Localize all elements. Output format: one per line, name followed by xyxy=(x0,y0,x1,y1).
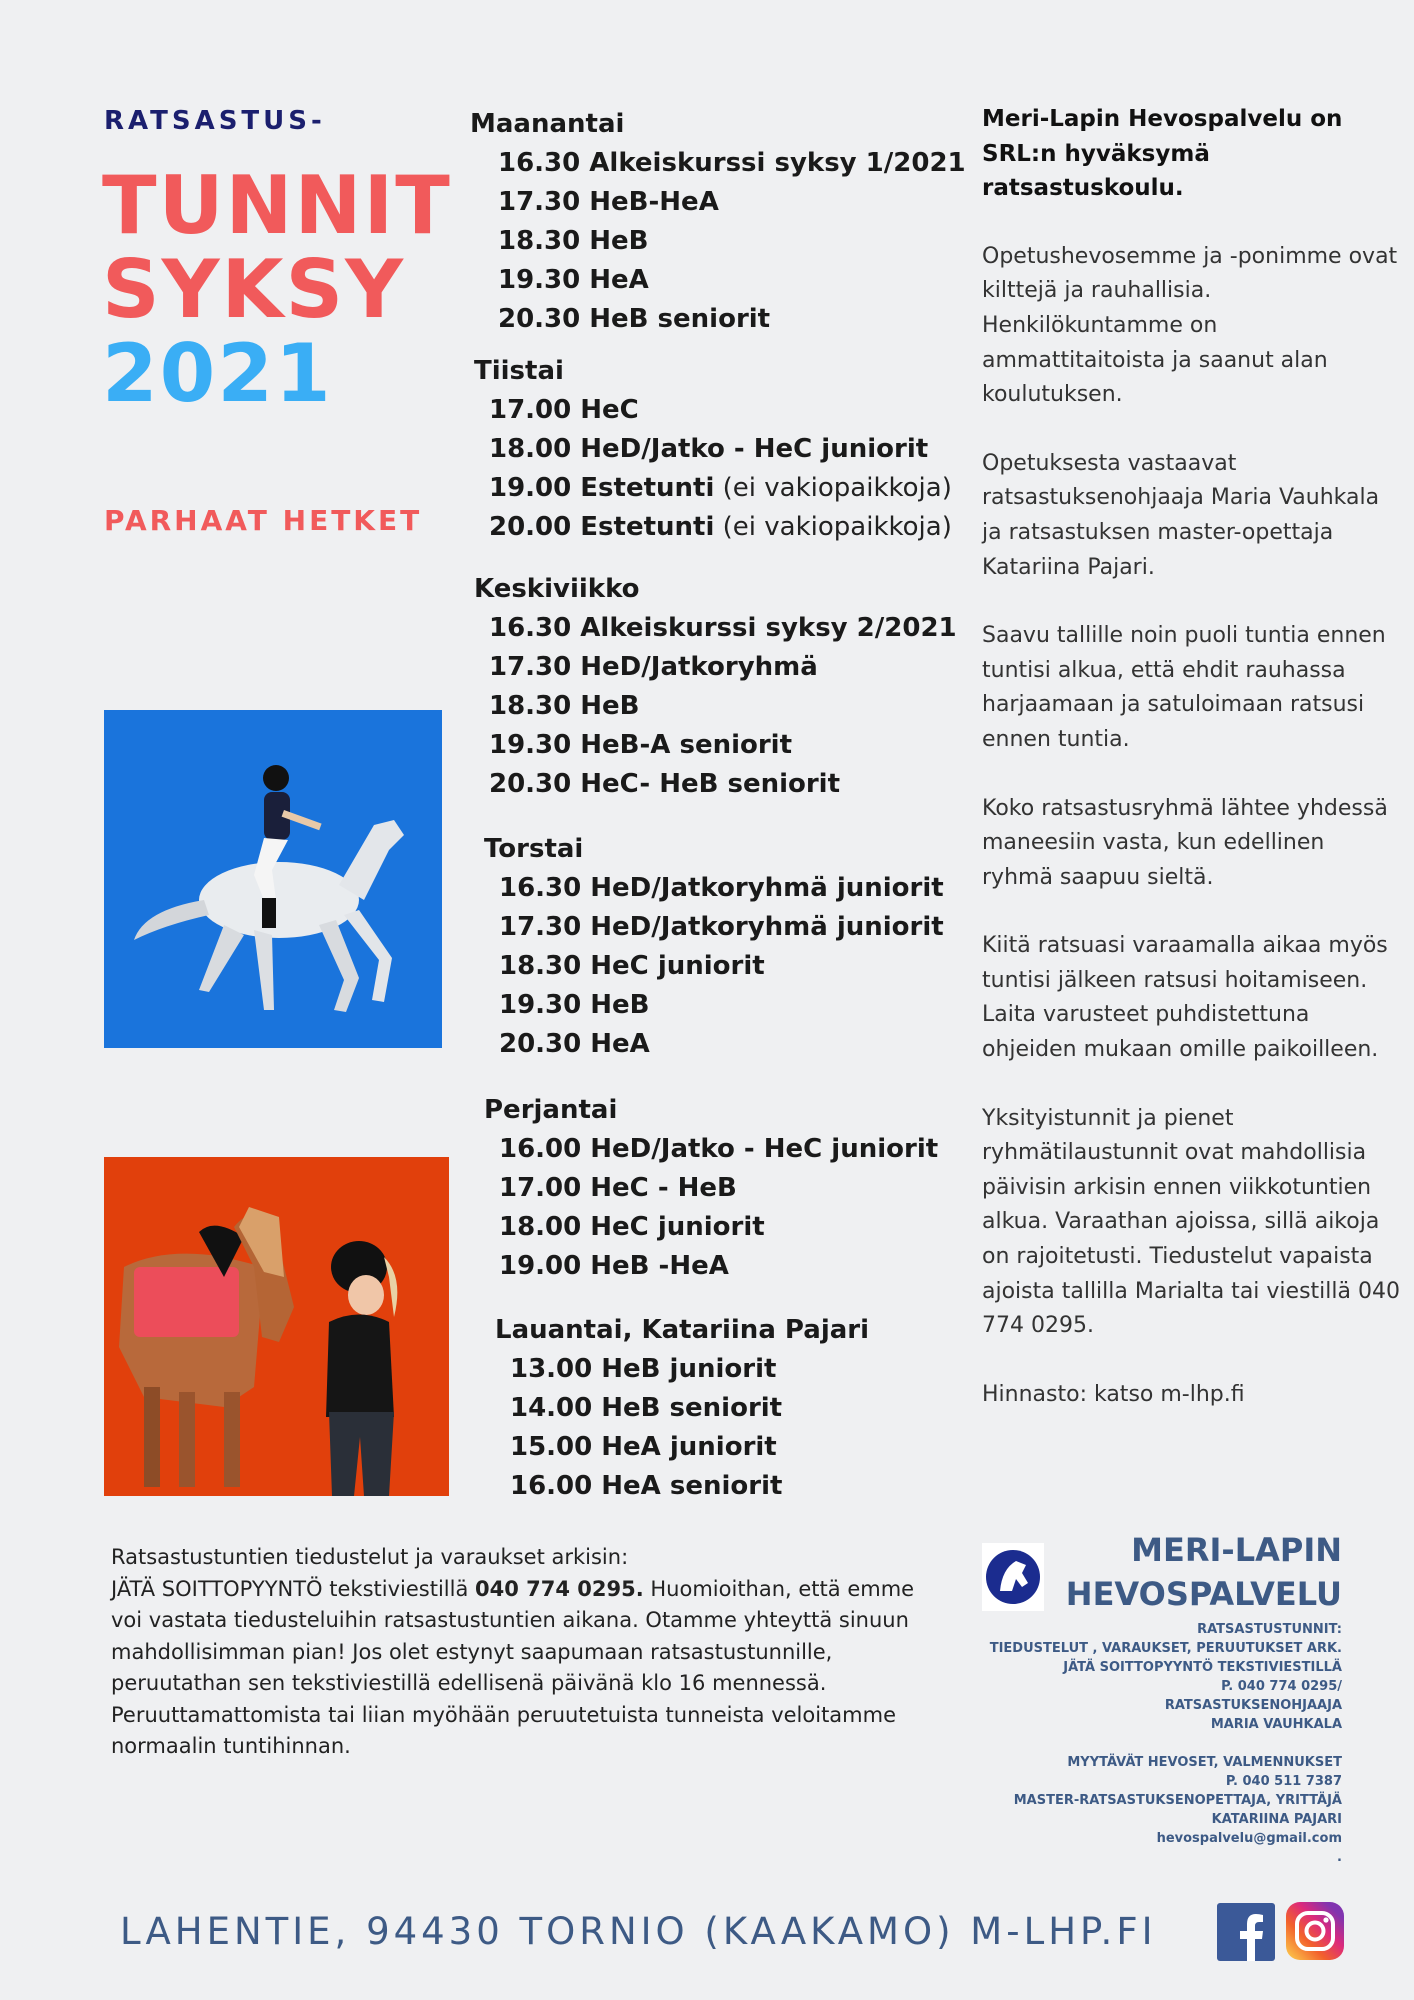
photo-rider-with-chestnut-horse xyxy=(104,1157,449,1496)
contact-line: MYYTÄVÄT HEVOSET, VALMENNUKSET xyxy=(1067,1755,1342,1770)
booking-info xyxy=(111,1542,931,1763)
booking-phone: 040 774 0295. xyxy=(475,1576,644,1601)
lesson-item: 17.00 HeC - HeB xyxy=(499,1173,737,1203)
lesson-item: 17.30 HeD/Jatkoryhmä juniorit xyxy=(499,912,944,942)
booking-text: JÄTÄ SOITTOPYYNTÖ tekstiviestillä xyxy=(111,1576,475,1601)
contact-line: MASTER-RATSASTUKSENOPETTAJA, YRITTÄJÄ xyxy=(1013,1793,1342,1808)
lesson-item: 15.00 HeA juniorit xyxy=(510,1432,777,1462)
lesson-item: 18.00 HeD/Jatko - HeC juniorit xyxy=(489,434,929,464)
lesson-item: 16.30 HeD/Jatkoryhmä juniorit xyxy=(499,873,944,903)
lesson-item: 14.00 HeB seniorit xyxy=(510,1393,783,1423)
info-column xyxy=(982,102,1402,1446)
contact-block xyxy=(990,1620,1342,1867)
info-lead: Meri-Lapin Hevospalvelu on SRL:n hyväksymä ratsastuskoulu. xyxy=(982,106,1343,202)
lesson-item: 16.30 Alkeiskurssi syksy 2/2021 xyxy=(489,613,957,643)
lesson-item: 13.00 HeB juniorit xyxy=(510,1354,777,1384)
contact-line: MARIA VAUHKALA xyxy=(1210,1717,1342,1732)
footer-address: LAHENTIE, 94430 TORNIO (KAAKAMO) M-LHP.FI xyxy=(120,1910,1157,1953)
lesson-item: 20.30 HeA xyxy=(499,1029,650,1059)
lesson-item: 19.00 Estetunti xyxy=(489,473,715,503)
contact-spacer xyxy=(990,1734,1342,1753)
schedule-wednesday xyxy=(474,570,957,804)
lesson-item: 17.00 HeC xyxy=(489,395,639,425)
title-line-1: TUNNIT xyxy=(102,159,452,252)
info-paragraph: Kiitä ratsuasi varaamalla aikaa myös tuntisi jälkeen ratsusi hoitamiseen. Laita varusteet puhdistettuna ohjeiden mukaan omille paikoilleen. xyxy=(982,933,1388,1063)
schedule-monday xyxy=(470,105,966,339)
header-kicker: RATSASTUS- xyxy=(104,106,326,136)
contact-line: P. 040 511 7387 xyxy=(1225,1774,1342,1789)
horse-logo-icon xyxy=(982,1543,1044,1611)
facebook-icon[interactable] xyxy=(1217,1903,1275,1961)
day-heading: Maanantai xyxy=(470,109,625,139)
instagram-icon[interactable] xyxy=(1286,1902,1344,1960)
lesson-item: 20.00 Estetunti xyxy=(489,512,715,542)
title-line-2: SYKSY xyxy=(102,243,406,336)
lesson-item: 18.30 HeC juniorit xyxy=(499,951,765,981)
contact-line: . xyxy=(1337,1850,1342,1865)
lesson-item: 16.30 Alkeiskurssi syksy 1/2021 xyxy=(498,148,966,178)
day-heading: Lauantai, Katariina Pajari xyxy=(495,1315,870,1345)
lesson-item: 19.30 HeA xyxy=(498,265,649,295)
lesson-item: 16.00 HeD/Jatko - HeC juniorit xyxy=(499,1134,939,1164)
info-paragraph: Saavu tallille noin puoli tuntia ennen tuntisi alkua, että ehdit rauhassa harjaamaan ja satuloimaan ratsusi ennen tuntia. xyxy=(982,623,1386,752)
brand-name xyxy=(1066,1528,1342,1616)
day-heading: Torstai xyxy=(484,834,584,864)
lesson-item: 18.30 HeB xyxy=(489,691,640,721)
lesson-item: 20.30 HeB seniorit xyxy=(498,304,771,334)
day-heading: Tiistai xyxy=(474,356,564,386)
schedule-tuesday xyxy=(474,352,952,547)
contact-line: RATSASTUKSENOHJAAJA xyxy=(1164,1698,1342,1713)
lesson-item: 18.30 HeB xyxy=(498,226,649,256)
title-year: 2021 xyxy=(102,327,333,420)
booking-heading: Ratsastustuntien tiedustelut ja varaukset arkisin: xyxy=(111,1545,629,1569)
lesson-item: 17.30 HeD/Jatkoryhmä xyxy=(489,652,818,682)
schedule-friday xyxy=(484,1091,938,1286)
booking-text-rest: Huomioithan, että emme voi vastata tiedusteluihin ratsastustuntien aikana. Otamme yhteyttä sinuun mahdollisimman pian! Jos olet estynyt saapumaan ratsastustunnille, peruutathan sen tekstiviestillä edellisenä päivänä klo 16 mennessä. Peruuttamattomista tai liian myöhään peruutetuista tunneista veloitamme normaalin tuntihinnan. xyxy=(111,1576,915,1758)
info-paragraph: Yksityistunnit ja pienet ryhmätilaustunnit ovat mahdollisia päivisin arkisin ennen viikkotuntien alkua. Varaathan ajoissa, sillä aikoja on rajoitetusti. Tiedustelut vapaista ajoista tallilla Marialta tai viestillä 040 774 0295. xyxy=(982,1105,1400,1339)
contact-line: JÄTÄ SOITTOPYYNTÖ TEKSTIVIESTILLÄ xyxy=(1063,1660,1342,1675)
contact-email: hevospalvelu@gmail.com xyxy=(1156,1831,1342,1846)
schedule-thursday xyxy=(484,830,944,1064)
schedule-saturday xyxy=(495,1311,869,1506)
contact-line: KATARIINA PAJARI xyxy=(1211,1812,1342,1827)
info-paragraph: Opetushevosemme ja -ponimme ovat kilttejä ja rauhallisia. Henkilökuntamme on ammattitaitoista ja saanut alan koulutuksen. xyxy=(982,243,1398,408)
lesson-item: 19.30 HeB-A seniorit xyxy=(489,730,793,760)
day-heading: Perjantai xyxy=(484,1095,618,1125)
brand-line-2: HEVOSPALVELU xyxy=(1065,1575,1342,1613)
pricing-link-text: Hinnasto: katso m-lhp.fi xyxy=(982,1381,1245,1407)
contact-line: P. 040 774 0295/ xyxy=(1221,1679,1342,1694)
photo-rider-on-white-horse xyxy=(104,710,442,1048)
lesson-item: 18.00 HeC juniorit xyxy=(499,1212,765,1242)
contact-line: TIEDUSTELUT , VARAUKSET, PERUUTUKSET ARK. xyxy=(989,1641,1342,1656)
lesson-item: 19.00 HeB -HeA xyxy=(499,1251,729,1281)
lesson-note: (ei vakiopaikkoja) xyxy=(714,473,952,503)
day-heading: Keskiviikko xyxy=(474,574,640,604)
info-paragraph: Koko ratsastusryhmä lähtee yhdessä maneesiin vasta, kun edellinen ryhmä saapuu sieltä. xyxy=(982,795,1388,890)
lesson-note: (ei vakiopaikkoja) xyxy=(714,512,952,542)
lesson-item: 16.00 HeA seniorit xyxy=(510,1471,783,1501)
brand-line-1: MERI-LAPIN xyxy=(1131,1531,1342,1569)
lesson-item: 17.30 HeB-HeA xyxy=(498,187,719,217)
info-paragraph: Opetuksesta vastaavat ratsastuksenohjaaja Maria Vauhkala ja ratsastuksen master-opettaja Katariina Pajari. xyxy=(982,450,1380,580)
tagline: PARHAAT HETKET xyxy=(104,504,423,537)
lesson-item: 19.30 HeB xyxy=(499,990,650,1020)
contact-line: RATSASTUSTUNNIT: xyxy=(1197,1622,1342,1637)
lesson-item: 20.30 HeC- HeB seniorit xyxy=(489,769,841,799)
